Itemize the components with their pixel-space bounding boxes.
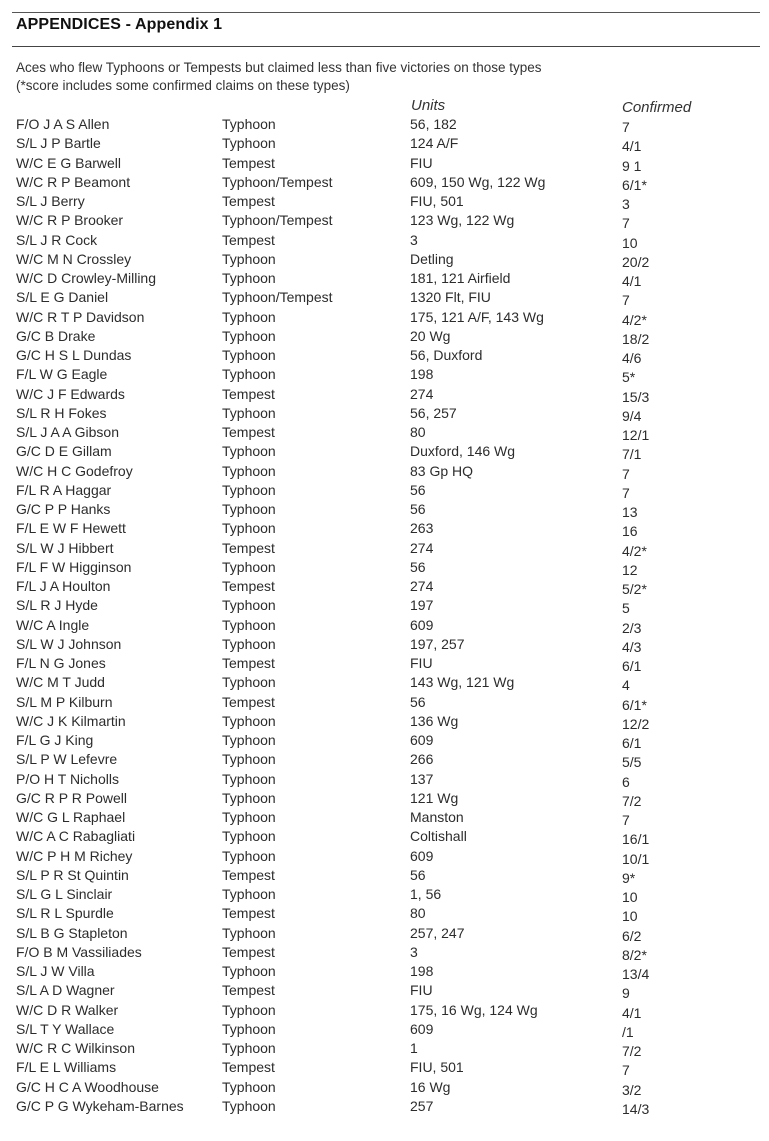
pilot-name-cell: W/C G L Raphael — [16, 809, 126, 825]
pilot-name-cell: S/L J W Villa — [16, 963, 95, 979]
pilot-name-cell: S/L R J Hyde — [16, 597, 98, 614]
units-cell: 83 Gp HQ — [410, 462, 474, 479]
page-heading: APPENDICES - Appendix 1 — [16, 16, 223, 33]
aircraft-type-cell: Typhoon — [222, 443, 276, 460]
aircraft-type-cell: Typhoon — [222, 828, 276, 845]
pilot-name-cell: S/L W J Johnson — [16, 635, 122, 652]
table-row — [0, 500, 769, 519]
table-row — [0, 789, 769, 808]
units-cell: 1320 Flt, FIU — [410, 289, 491, 306]
aircraft-type-cell: Tempest — [222, 231, 275, 248]
aircraft-type-cell: Tempest — [222, 578, 275, 594]
table-row — [0, 308, 769, 327]
aircraft-type-cell: Typhoon — [222, 924, 276, 941]
units-cell: 56 — [410, 693, 426, 710]
aircraft-type-cell: Tempest — [222, 943, 275, 960]
table-row — [0, 231, 769, 250]
pilot-name-cell: W/C R P Brooker — [16, 212, 124, 229]
table-row — [0, 481, 769, 500]
units-cell: 137 — [410, 770, 434, 787]
pilot-name-cell: S/L R H Fokes — [16, 404, 107, 421]
aircraft-type-cell: Tempest — [222, 193, 275, 209]
aircraft-type-cell: Typhoon — [222, 963, 276, 979]
pilot-name-cell: W/C R T P Davidson — [16, 308, 145, 325]
confirmed-cell: 4/2* — [622, 542, 647, 559]
confirmed-cell: 4/1 — [622, 273, 642, 289]
aircraft-type-cell: Tempest — [222, 154, 275, 171]
confirmed-cell: 16/1 — [622, 831, 650, 848]
units-cell: 274 — [410, 539, 434, 556]
aircraft-type-cell: Tempest — [222, 1059, 275, 1076]
aircraft-type-cell: Typhoon — [222, 250, 276, 267]
pilot-name-cell: W/C R P Beamont — [16, 173, 131, 190]
units-cell: FIU, 501 — [410, 193, 464, 209]
aces-table — [0, 115, 769, 1116]
table-row — [0, 943, 769, 962]
units-cell: 197, 257 — [410, 635, 465, 652]
units-cell: 175, 121 A/F, 143 Wg — [410, 308, 544, 325]
column-header-units: Units — [411, 97, 446, 114]
units-cell: 80 — [410, 905, 426, 922]
aircraft-type-cell: Typhoon — [222, 116, 276, 132]
pilot-name-cell: S/L W J Hibbert — [16, 539, 114, 556]
units-cell: FIU — [410, 982, 433, 999]
pilot-name-cell: S/L E G Daniel — [16, 289, 109, 306]
confirmed-cell: 4/6 — [622, 350, 642, 366]
pilot-name-cell: G/C H C A Woodhouse — [16, 1078, 159, 1095]
confirmed-cell: 7/1 — [622, 446, 642, 463]
table-row — [0, 115, 769, 134]
units-cell: 263 — [410, 520, 434, 537]
aircraft-type-cell: Typhoon — [222, 308, 276, 325]
table-row — [0, 211, 769, 230]
pilot-name-cell: W/C D Crowley-Milling — [16, 270, 157, 286]
pilot-name-cell: G/C D E Gillam — [16, 443, 112, 460]
table-row — [0, 173, 769, 192]
pilot-name-cell: F/L W G Eagle — [16, 366, 108, 383]
table-row — [0, 924, 769, 943]
confirmed-cell: 13 — [622, 504, 638, 520]
pilot-name-cell: S/L J P Bartle — [16, 135, 101, 152]
aircraft-type-cell: Tempest — [222, 905, 275, 922]
aircraft-type-cell: Typhoon — [222, 674, 276, 691]
confirmed-cell: 2/3 — [622, 619, 642, 636]
aircraft-type-cell: Typhoon — [222, 1020, 276, 1037]
confirmed-cell: /1 — [622, 1023, 634, 1040]
aircraft-type-cell: Typhoon — [222, 732, 276, 748]
pilot-name-cell: F/L G J King — [16, 732, 94, 748]
column-header-confirmed: Confirmed — [622, 99, 692, 116]
confirmed-cell: 3 — [622, 196, 630, 212]
table-row — [0, 288, 769, 307]
confirmed-cell: 9/4 — [622, 407, 642, 424]
pilot-name-cell: S/L M P Kilburn — [16, 693, 113, 710]
pilot-name-cell: W/C D R Walker — [16, 1001, 119, 1018]
confirmed-cell: 7 — [622, 484, 630, 501]
units-cell: 56, 257 — [410, 404, 457, 421]
table-row — [0, 154, 769, 173]
table-row — [0, 1039, 769, 1058]
table-row — [0, 385, 769, 404]
confirmed-cell: 5/2* — [622, 581, 647, 597]
units-cell: 136 Wg — [410, 712, 459, 729]
confirmed-cell: 13/4 — [622, 966, 650, 982]
aircraft-type-cell: Tempest — [222, 866, 275, 883]
pilot-name-cell: F/O B M Vassiliades — [16, 943, 142, 960]
aircraft-type-cell: Tempest — [222, 424, 275, 440]
units-cell: 123 Wg, 122 Wg — [410, 212, 515, 229]
table-row — [0, 885, 769, 904]
table-row — [0, 847, 769, 866]
table-row — [0, 596, 769, 615]
aircraft-type-cell: Typhoon — [222, 1097, 276, 1114]
confirmed-cell: 4/3 — [622, 638, 642, 655]
pilot-name-cell: P/O H T Nicholls — [16, 770, 119, 787]
table-row — [0, 1001, 769, 1020]
confirmed-cell: 10 — [622, 889, 638, 905]
table-row — [0, 1097, 769, 1116]
units-cell: 20 Wg — [410, 327, 451, 344]
units-cell: 3 — [410, 231, 418, 248]
confirmed-cell: 15/3 — [622, 388, 650, 405]
aircraft-type-cell: Typhoon — [222, 751, 276, 768]
confirmed-cell: 14/3 — [622, 1100, 650, 1117]
units-cell: 143 Wg, 121 Wg — [410, 674, 515, 691]
confirmed-cell: 20/2 — [622, 253, 650, 270]
units-cell: 198 — [410, 366, 434, 383]
pilot-name-cell: S/L J A A Gibson — [16, 424, 119, 440]
confirmed-cell: 10/1 — [622, 850, 650, 867]
confirmed-cell: 9 1 — [622, 157, 642, 174]
aircraft-type-cell: Typhoon — [222, 501, 276, 517]
aircraft-type-cell: Tempest — [222, 655, 275, 671]
aircraft-type-cell: Tempest — [222, 539, 275, 556]
table-row — [0, 904, 769, 923]
aircraft-type-cell: Tempest — [222, 385, 275, 402]
aircraft-type-cell: Typhoon — [222, 135, 276, 152]
units-cell: 274 — [410, 385, 434, 402]
table-row — [0, 327, 769, 346]
table-row — [0, 981, 769, 1000]
table-row — [0, 346, 769, 365]
table-row — [0, 539, 769, 558]
confirmed-cell: 6/1* — [622, 696, 647, 713]
pilot-name-cell: S/L B G Stapleton — [16, 924, 128, 941]
units-cell: 609 — [410, 847, 434, 864]
aircraft-type-cell: Typhoon/Tempest — [222, 289, 333, 306]
confirmed-cell: 7/2 — [622, 792, 642, 809]
units-cell: 56, 182 — [410, 116, 457, 132]
pilot-name-cell: W/C R C Wilkinson — [16, 1040, 136, 1056]
units-cell: Detling — [410, 250, 454, 267]
table-row — [0, 558, 769, 577]
pilot-name-cell: S/L A D Wagner — [16, 982, 115, 999]
table-row — [0, 365, 769, 384]
pilot-name-cell: S/L P R St Quintin — [16, 866, 129, 883]
pilot-name-cell: F/L J A Houlton — [16, 578, 111, 594]
aircraft-type-cell: Typhoon/Tempest — [222, 212, 333, 229]
table-row — [0, 654, 769, 673]
confirmed-cell: 8/2* — [622, 946, 647, 963]
confirmed-cell: 10 — [622, 234, 638, 251]
confirmed-cell: 18/2 — [622, 330, 650, 347]
aircraft-type-cell: Typhoon — [222, 1001, 276, 1018]
pilot-name-cell: F/L N G Jones — [16, 655, 106, 671]
pilot-name-cell: W/C J F Edwards — [16, 385, 125, 402]
pilot-name-cell: G/C R P R Powell — [16, 789, 127, 806]
aircraft-type-cell: Typhoon — [222, 809, 276, 825]
units-cell: 257, 247 — [410, 924, 465, 941]
pilot-name-cell: G/C B Drake — [16, 327, 96, 344]
table-row — [0, 134, 769, 153]
table-row — [0, 519, 769, 538]
table-row — [0, 442, 769, 461]
aircraft-type-cell: Typhoon — [222, 404, 276, 421]
confirmed-cell: 4 — [622, 677, 630, 694]
table-row — [0, 750, 769, 769]
confirmed-cell: 6/1 — [622, 658, 642, 674]
confirmed-cell: 12/2 — [622, 715, 650, 732]
pilot-name-cell: S/L P W Lefevre — [16, 751, 118, 768]
table-row — [0, 770, 769, 789]
pilot-name-cell: F/L R A Haggar — [16, 481, 112, 498]
units-cell: 609 — [410, 732, 434, 748]
table-row — [0, 462, 769, 481]
aircraft-type-cell: Typhoon — [222, 327, 276, 344]
units-cell: 181, 121 Airfield — [410, 270, 511, 286]
confirmed-cell: 6/1 — [622, 735, 642, 751]
table-row — [0, 827, 769, 846]
aircraft-type-cell: Typhoon — [222, 558, 276, 575]
pilot-name-cell: F/L E L Williams — [16, 1059, 117, 1076]
confirmed-cell: 7 — [622, 1062, 630, 1079]
table-row — [0, 808, 769, 827]
confirmed-cell: 12 — [622, 561, 638, 578]
table-row — [0, 693, 769, 712]
confirmed-cell: 6 — [622, 773, 630, 790]
pilot-name-cell: W/C M N Crossley — [16, 250, 132, 267]
units-cell: 274 — [410, 578, 434, 594]
aircraft-type-cell: Typhoon — [222, 520, 276, 537]
units-cell: 56 — [410, 501, 426, 517]
confirmed-cell: 3/2 — [622, 1081, 642, 1098]
aircraft-type-cell: Typhoon — [222, 847, 276, 864]
pilot-name-cell: S/L T Y Wallace — [16, 1020, 115, 1037]
units-cell: 56, Duxford — [410, 347, 483, 363]
aircraft-type-cell: Typhoon — [222, 635, 276, 652]
confirmed-cell: 9 — [622, 985, 630, 1002]
units-cell: 609 — [410, 1020, 434, 1037]
units-cell: 257 — [410, 1097, 434, 1114]
units-cell: FIU — [410, 154, 433, 171]
pilot-name-cell: F/L E W F Hewett — [16, 520, 126, 537]
confirmed-cell: 10 — [622, 908, 638, 925]
aircraft-type-cell: Typhoon — [222, 1040, 276, 1056]
units-cell: 56 — [410, 866, 426, 883]
table-row — [0, 404, 769, 423]
pilot-name-cell: F/O J A S Allen — [16, 116, 110, 132]
units-cell: 266 — [410, 751, 434, 768]
table-row — [0, 577, 769, 596]
aircraft-type-cell: Typhoon — [222, 347, 276, 363]
confirmed-cell: 4/1 — [622, 138, 642, 155]
table-row — [0, 731, 769, 750]
aircraft-type-cell: Typhoon — [222, 366, 276, 383]
pilot-name-cell: W/C A Ingle — [16, 616, 90, 633]
confirmed-cell: 7 — [622, 465, 630, 482]
table-row — [0, 269, 769, 288]
aircraft-type-cell: Typhoon — [222, 462, 276, 479]
table-row — [0, 962, 769, 981]
pilot-name-cell: G/C P G Wykeham-Barnes — [16, 1097, 184, 1114]
confirmed-cell: 16 — [622, 523, 638, 540]
units-cell: 198 — [410, 963, 434, 979]
confirmed-cell: 6/1* — [622, 176, 647, 193]
confirmed-cell: 7/2 — [622, 1043, 642, 1059]
pilot-name-cell: S/L G L Sinclair — [16, 886, 113, 902]
units-cell: 56 — [410, 558, 426, 575]
table-row — [0, 1058, 769, 1077]
table-row — [0, 250, 769, 269]
aircraft-type-cell: Typhoon — [222, 1078, 276, 1095]
confirmed-cell: 5* — [622, 369, 636, 386]
confirmed-cell: 12/1 — [622, 427, 650, 443]
confirmed-cell: 9* — [622, 869, 636, 886]
units-cell: Duxford, 146 Wg — [410, 443, 516, 460]
confirmed-cell: 6/2 — [622, 927, 642, 944]
aircraft-type-cell: Tempest — [222, 693, 275, 710]
units-cell: 121 Wg — [410, 789, 459, 806]
units-cell: 124 A/F — [410, 135, 459, 152]
pilot-name-cell: G/C H S L Dundas — [16, 347, 132, 363]
table-row — [0, 635, 769, 654]
confirmed-cell: 7 — [622, 119, 630, 135]
units-cell: 3 — [410, 943, 418, 960]
aircraft-type-cell: Typhoon — [222, 886, 276, 902]
aircraft-type-cell: Typhoon — [222, 270, 276, 286]
confirmed-cell: 7 — [622, 292, 630, 309]
top-rule — [12, 12, 760, 13]
pilot-name-cell: W/C J K Kilmartin — [16, 712, 126, 729]
aircraft-type-cell: Typhoon/Tempest — [222, 173, 333, 190]
pilot-name-cell: W/C A C Rabagliati — [16, 828, 136, 845]
pilot-name-cell: W/C H C Godefroy — [16, 462, 133, 479]
aircraft-type-cell: Tempest — [222, 982, 275, 999]
pilot-name-cell: W/C M T Judd — [16, 674, 105, 691]
intro-line-2: (*score includes some confirmed claims on these types) — [16, 78, 350, 93]
units-cell: 609, 150 Wg, 122 Wg — [410, 173, 546, 190]
units-cell: 609 — [410, 616, 434, 633]
pilot-name-cell: G/C P P Hanks — [16, 501, 111, 517]
pilot-name-cell: F/L F W Higginson — [16, 558, 132, 575]
table-row — [0, 192, 769, 211]
aircraft-type-cell: Typhoon — [222, 481, 276, 498]
units-cell: FIU — [410, 655, 433, 671]
aircraft-type-cell: Typhoon — [222, 789, 276, 806]
confirmed-cell: 7 — [622, 812, 630, 828]
confirmed-cell: 5 — [622, 600, 630, 617]
intro-text — [16, 59, 542, 95]
table-row — [0, 616, 769, 635]
aircraft-type-cell: Typhoon — [222, 597, 276, 614]
table-row — [0, 673, 769, 692]
units-cell: 175, 16 Wg, 124 Wg — [410, 1001, 538, 1018]
aircraft-type-cell: Typhoon — [222, 770, 276, 787]
table-row — [0, 712, 769, 731]
pilot-name-cell: S/L J R Cock — [16, 231, 98, 248]
confirmed-cell: 4/1 — [622, 1004, 642, 1021]
units-cell: 56 — [410, 481, 426, 498]
units-cell: 197 — [410, 597, 434, 614]
units-cell: 1 — [410, 1040, 418, 1056]
table-row — [0, 1078, 769, 1097]
pilot-name-cell: S/L R L Spurdle — [16, 905, 114, 922]
table-row — [0, 1020, 769, 1039]
units-cell: 16 Wg — [410, 1078, 451, 1095]
table-row — [0, 866, 769, 885]
intro-line-1: Aces who flew Typhoons or Tempests but claimed less than five victories on those types — [16, 60, 542, 75]
confirmed-cell: 7 — [622, 215, 630, 232]
aircraft-type-cell: Typhoon — [222, 712, 276, 729]
table-row — [0, 423, 769, 442]
pilot-name-cell: W/C E G Barwell — [16, 154, 122, 171]
confirmed-cell: 5/5 — [622, 754, 642, 771]
units-cell: 1, 56 — [410, 886, 442, 902]
units-cell: Coltishall — [410, 828, 467, 845]
heading-underline — [12, 46, 760, 47]
units-cell: Manston — [410, 809, 464, 825]
pilot-name-cell: W/C P H M Richey — [16, 847, 133, 864]
aircraft-type-cell: Typhoon — [222, 616, 276, 633]
units-cell: FIU, 501 — [410, 1059, 464, 1076]
confirmed-cell: 4/2* — [622, 311, 647, 328]
units-cell: 80 — [410, 424, 426, 440]
pilot-name-cell: S/L J Berry — [16, 193, 85, 209]
